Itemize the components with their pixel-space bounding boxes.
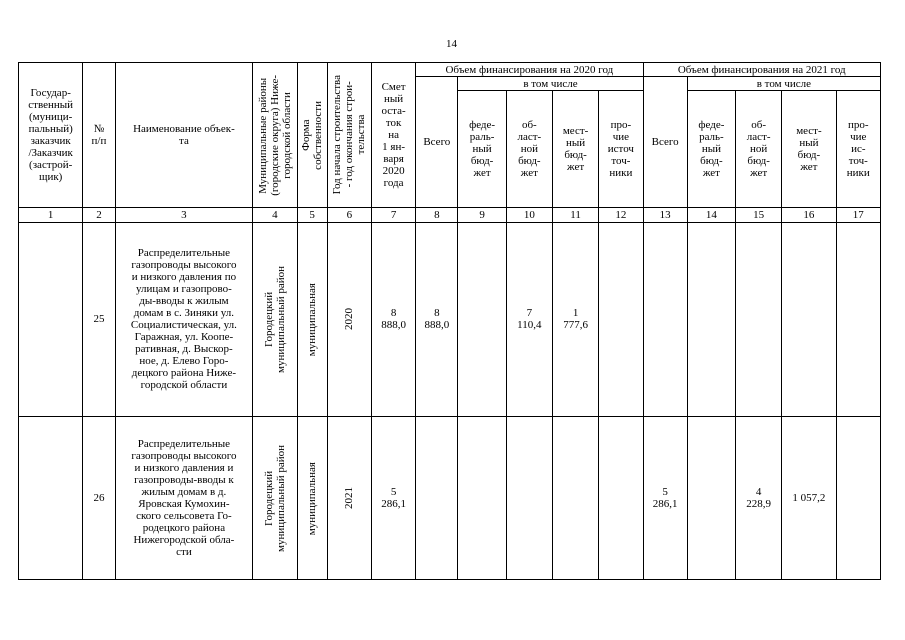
header-2021-obl: об- ласт- ной бюд- жет bbox=[736, 91, 782, 208]
financing-table bbox=[18, 62, 881, 580]
col-number: 4 bbox=[253, 208, 297, 222]
page-number: 14 bbox=[446, 38, 457, 50]
header-balance: Смет ный оста- ток на 1 ян- варя 2020 года bbox=[371, 63, 415, 208]
cell-2021-obl: 4 228,9 bbox=[736, 417, 782, 580]
cell-object-name: Распределительные газопроводы высокого и низкого давления и газопроводы-вводы к жилым домам в д. Яровская Кумохин- ского сельсовета Го- родецкого района Нижегородской обла- сти bbox=[115, 417, 253, 580]
col-number: 2 bbox=[83, 208, 115, 222]
cell-years: 2020 bbox=[327, 222, 371, 417]
header-2020-other: про- чие источ точ- ники bbox=[599, 91, 643, 208]
cell-2021-fed bbox=[687, 417, 735, 580]
cell-2021-total: 5 286,1 bbox=[643, 417, 687, 580]
header-2021-fed: феде- раль- ный бюд- жет bbox=[687, 91, 735, 208]
table-row bbox=[19, 417, 881, 580]
cell-2020-other bbox=[599, 222, 643, 417]
cell-2020-fed bbox=[458, 417, 506, 580]
cell-object-name: Распределительные газопроводы высокого и низкого давления по улицам и газопрово- ды-вводы к жилым домам в с. Зиняки ул. Социалистическая, ул. Гаражная, ул. Коопе- ративная, д. Выскор- ное, д. Елево Горо- децкого района Ниже- городской области bbox=[115, 222, 253, 417]
header-2021-other: про- чие ис- точ- ники bbox=[836, 91, 880, 208]
cell-2021-obl bbox=[736, 222, 782, 417]
cell-2020-mest: 1 777,6 bbox=[552, 222, 598, 417]
col-number: 8 bbox=[416, 208, 458, 222]
col-number: 11 bbox=[552, 208, 598, 222]
header-district: Муниципальные районы (городские округа) Ниже- городской области bbox=[253, 63, 297, 208]
col-number: 15 bbox=[736, 208, 782, 222]
cell-number: 25 bbox=[83, 222, 115, 417]
cell-district: Городецкий муниципальный район bbox=[253, 222, 297, 417]
cell-2020-obl: 7 110,4 bbox=[506, 222, 552, 417]
header-customer: Государ- ственный (муници- пальный) заказчик /Заказчик (застрой- щик) bbox=[19, 63, 83, 208]
header-years: Год начала строительства - год окончания строи- тельства bbox=[327, 63, 371, 208]
col-number: 9 bbox=[458, 208, 506, 222]
header-2020-incl: в том числе bbox=[458, 77, 643, 91]
cell-2021-mest bbox=[782, 222, 836, 417]
cell-district: Городецкий муниципальный район bbox=[253, 417, 297, 580]
cell-2021-other bbox=[836, 222, 880, 417]
cell-customer bbox=[19, 417, 83, 580]
cell-balance: 8 888,0 bbox=[371, 222, 415, 417]
column-number-row bbox=[19, 208, 881, 222]
cell-2020-mest bbox=[552, 417, 598, 580]
col-number: 13 bbox=[643, 208, 687, 222]
table-row bbox=[19, 222, 881, 417]
col-number: 3 bbox=[115, 208, 253, 222]
cell-2020-total bbox=[416, 417, 458, 580]
col-number: 14 bbox=[687, 208, 735, 222]
cell-ownership: муниципальная bbox=[297, 417, 327, 580]
cell-customer bbox=[19, 222, 83, 417]
col-number: 10 bbox=[506, 208, 552, 222]
header-number: № п/п bbox=[83, 63, 115, 208]
cell-2021-fed bbox=[687, 222, 735, 417]
cell-2021-other bbox=[836, 417, 880, 580]
header-ownership: Форма собственности bbox=[297, 63, 327, 208]
col-number: 1 bbox=[19, 208, 83, 222]
cell-years: 2021 bbox=[327, 417, 371, 580]
cell-2020-fed bbox=[458, 222, 506, 417]
cell-number: 26 bbox=[83, 417, 115, 580]
cell-2021-mest: 1 057,2 bbox=[782, 417, 836, 580]
header-2020-obl: об- ласт- ной бюд- жет bbox=[506, 91, 552, 208]
header-2020-total: Всего bbox=[416, 77, 458, 208]
cell-balance: 5 286,1 bbox=[371, 417, 415, 580]
col-number: 5 bbox=[297, 208, 327, 222]
cell-2021-total bbox=[643, 222, 687, 417]
col-number: 17 bbox=[836, 208, 880, 222]
cell-ownership: муниципальная bbox=[297, 222, 327, 417]
header-2020-fed: феде- раль- ный бюд- жет bbox=[458, 91, 506, 208]
header-2020-group: Объем финансирования на 2020 год bbox=[416, 63, 643, 77]
header-object-name: Наименование объек- та bbox=[115, 63, 253, 208]
header-2021-total: Всего bbox=[643, 77, 687, 208]
header-2021-mest: мест- ный бюд- жет bbox=[782, 91, 836, 208]
cell-2020-obl bbox=[506, 417, 552, 580]
col-number: 16 bbox=[782, 208, 836, 222]
header-2021-incl: в том числе bbox=[687, 77, 880, 91]
header-2020-mest: мест- ный бюд- жет bbox=[552, 91, 598, 208]
header-2021-group: Объем финансирования на 2021 год bbox=[643, 63, 880, 77]
cell-2020-total: 8 888,0 bbox=[416, 222, 458, 417]
col-number: 7 bbox=[371, 208, 415, 222]
col-number: 12 bbox=[599, 208, 643, 222]
cell-2020-other bbox=[599, 417, 643, 580]
col-number: 6 bbox=[327, 208, 371, 222]
